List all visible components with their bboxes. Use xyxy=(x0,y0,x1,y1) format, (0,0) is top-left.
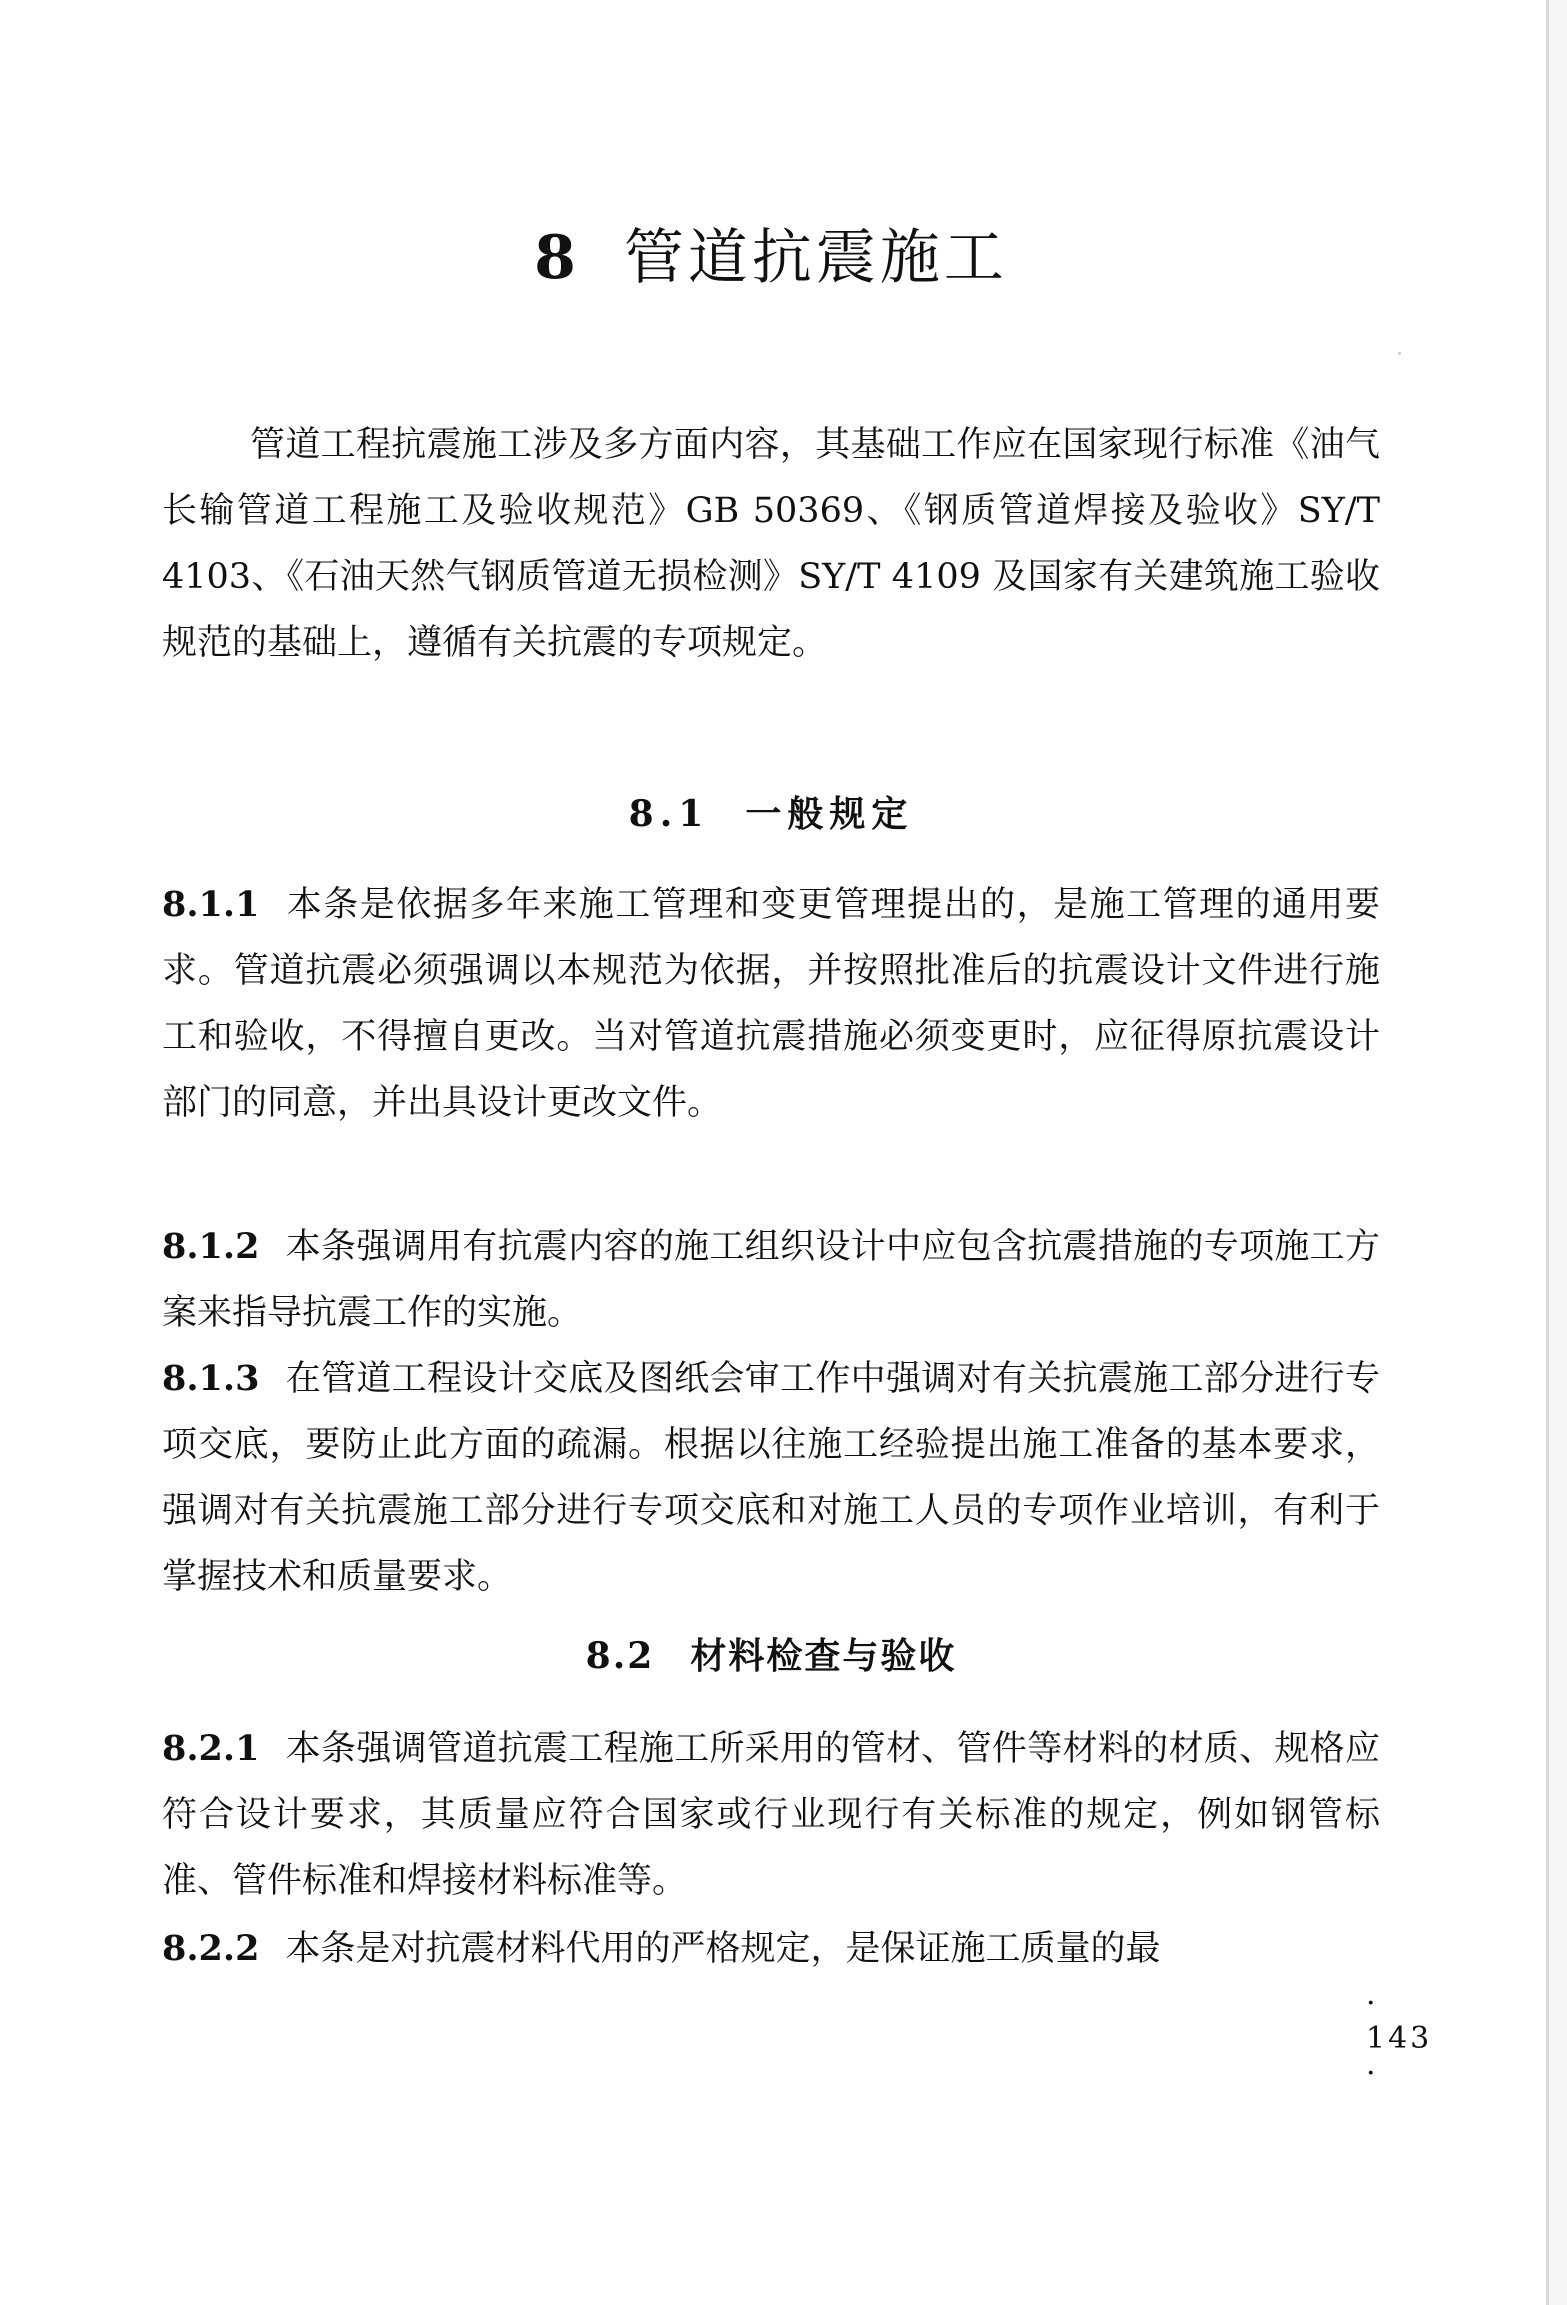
clause-text: 在管道工程设计交底及图纸会审工作中强调对有关抗震施工部分进行专项交底，要防止此方面的疏漏。根据以往施工经验提出施工准备的基本要求，强调对有关抗震施工部分进行专项交底和对施工人员的专项作业培训，有利于掌握技术和质量要求。 xyxy=(162,1359,1380,1597)
section-title xyxy=(162,1628,1380,1679)
clause-number: 8.2.1 xyxy=(162,1728,260,1769)
section-title-text: 一般规定 xyxy=(745,793,914,835)
clause-text: 本条是对抗震材料代用的严格规定，是保证施工质量的最 xyxy=(285,1929,1161,1969)
clause xyxy=(162,1346,1380,1610)
page-margin xyxy=(1549,0,1567,2305)
page-number: · 143 · xyxy=(1366,1986,1433,2091)
clause-text: 本条强调用有抗震内容的施工组织设计中应包含抗震措施的专项施工方案来指导抗震工作的实施。 xyxy=(162,1227,1380,1333)
clause-number: 8.2.2 xyxy=(162,1928,260,1969)
section-number: 8.2 xyxy=(585,1635,655,1677)
chapter-title-text: 管道抗震施工 xyxy=(623,223,1008,293)
chapter-number: 8 xyxy=(534,223,580,293)
section-title-text: 材料检查与验收 xyxy=(690,1635,957,1677)
clause-text: 本条是依据多年来施工管理和变更管理提出的，是施工管理的通用要求。管道抗震必须强调以本规范为依据，并按照批准后的抗震设计文件进行施工和验收，不得擅自更改。当对管道抗震措施必须变更时，应征得原抗震设计部门的同意，并出具设计更改文件。 xyxy=(162,885,1380,1123)
clause xyxy=(162,1214,1380,1346)
intro-paragraph: 管道工程抗震施工涉及多方面内容，其基础工作应在国家现行标准《油气长输管道工程施工及验收规范》GB 50369、《钢质管道焊接及验收》SY/T 4103、《石油天然气钢质管道无损检测》SY/T 4109 及国家有关建筑施工验收规范的基础上，遵循有关抗震的专项规定。 xyxy=(162,425,1380,663)
clause-text: 本条强调管道抗震工程施工所采用的管材、管件等材料的材质、规格应符合设计要求，其质量应符合国家或行业现行有关标准的规定，例如钢管标准、管件标准和焊接材料标准等。 xyxy=(162,1729,1380,1901)
section-title xyxy=(162,786,1380,837)
scan-speck xyxy=(1398,352,1401,355)
chapter-title xyxy=(162,210,1380,296)
clause-number: 8.1.3 xyxy=(162,1358,260,1399)
clause xyxy=(162,1716,1380,1914)
clause xyxy=(162,872,1380,1136)
section-number: 8.1 xyxy=(628,793,710,835)
clause-number: 8.1.1 xyxy=(162,884,260,925)
clause-number: 8.1.2 xyxy=(162,1226,260,1267)
page-edge-line xyxy=(1546,0,1549,2305)
clause xyxy=(162,1916,1380,1982)
